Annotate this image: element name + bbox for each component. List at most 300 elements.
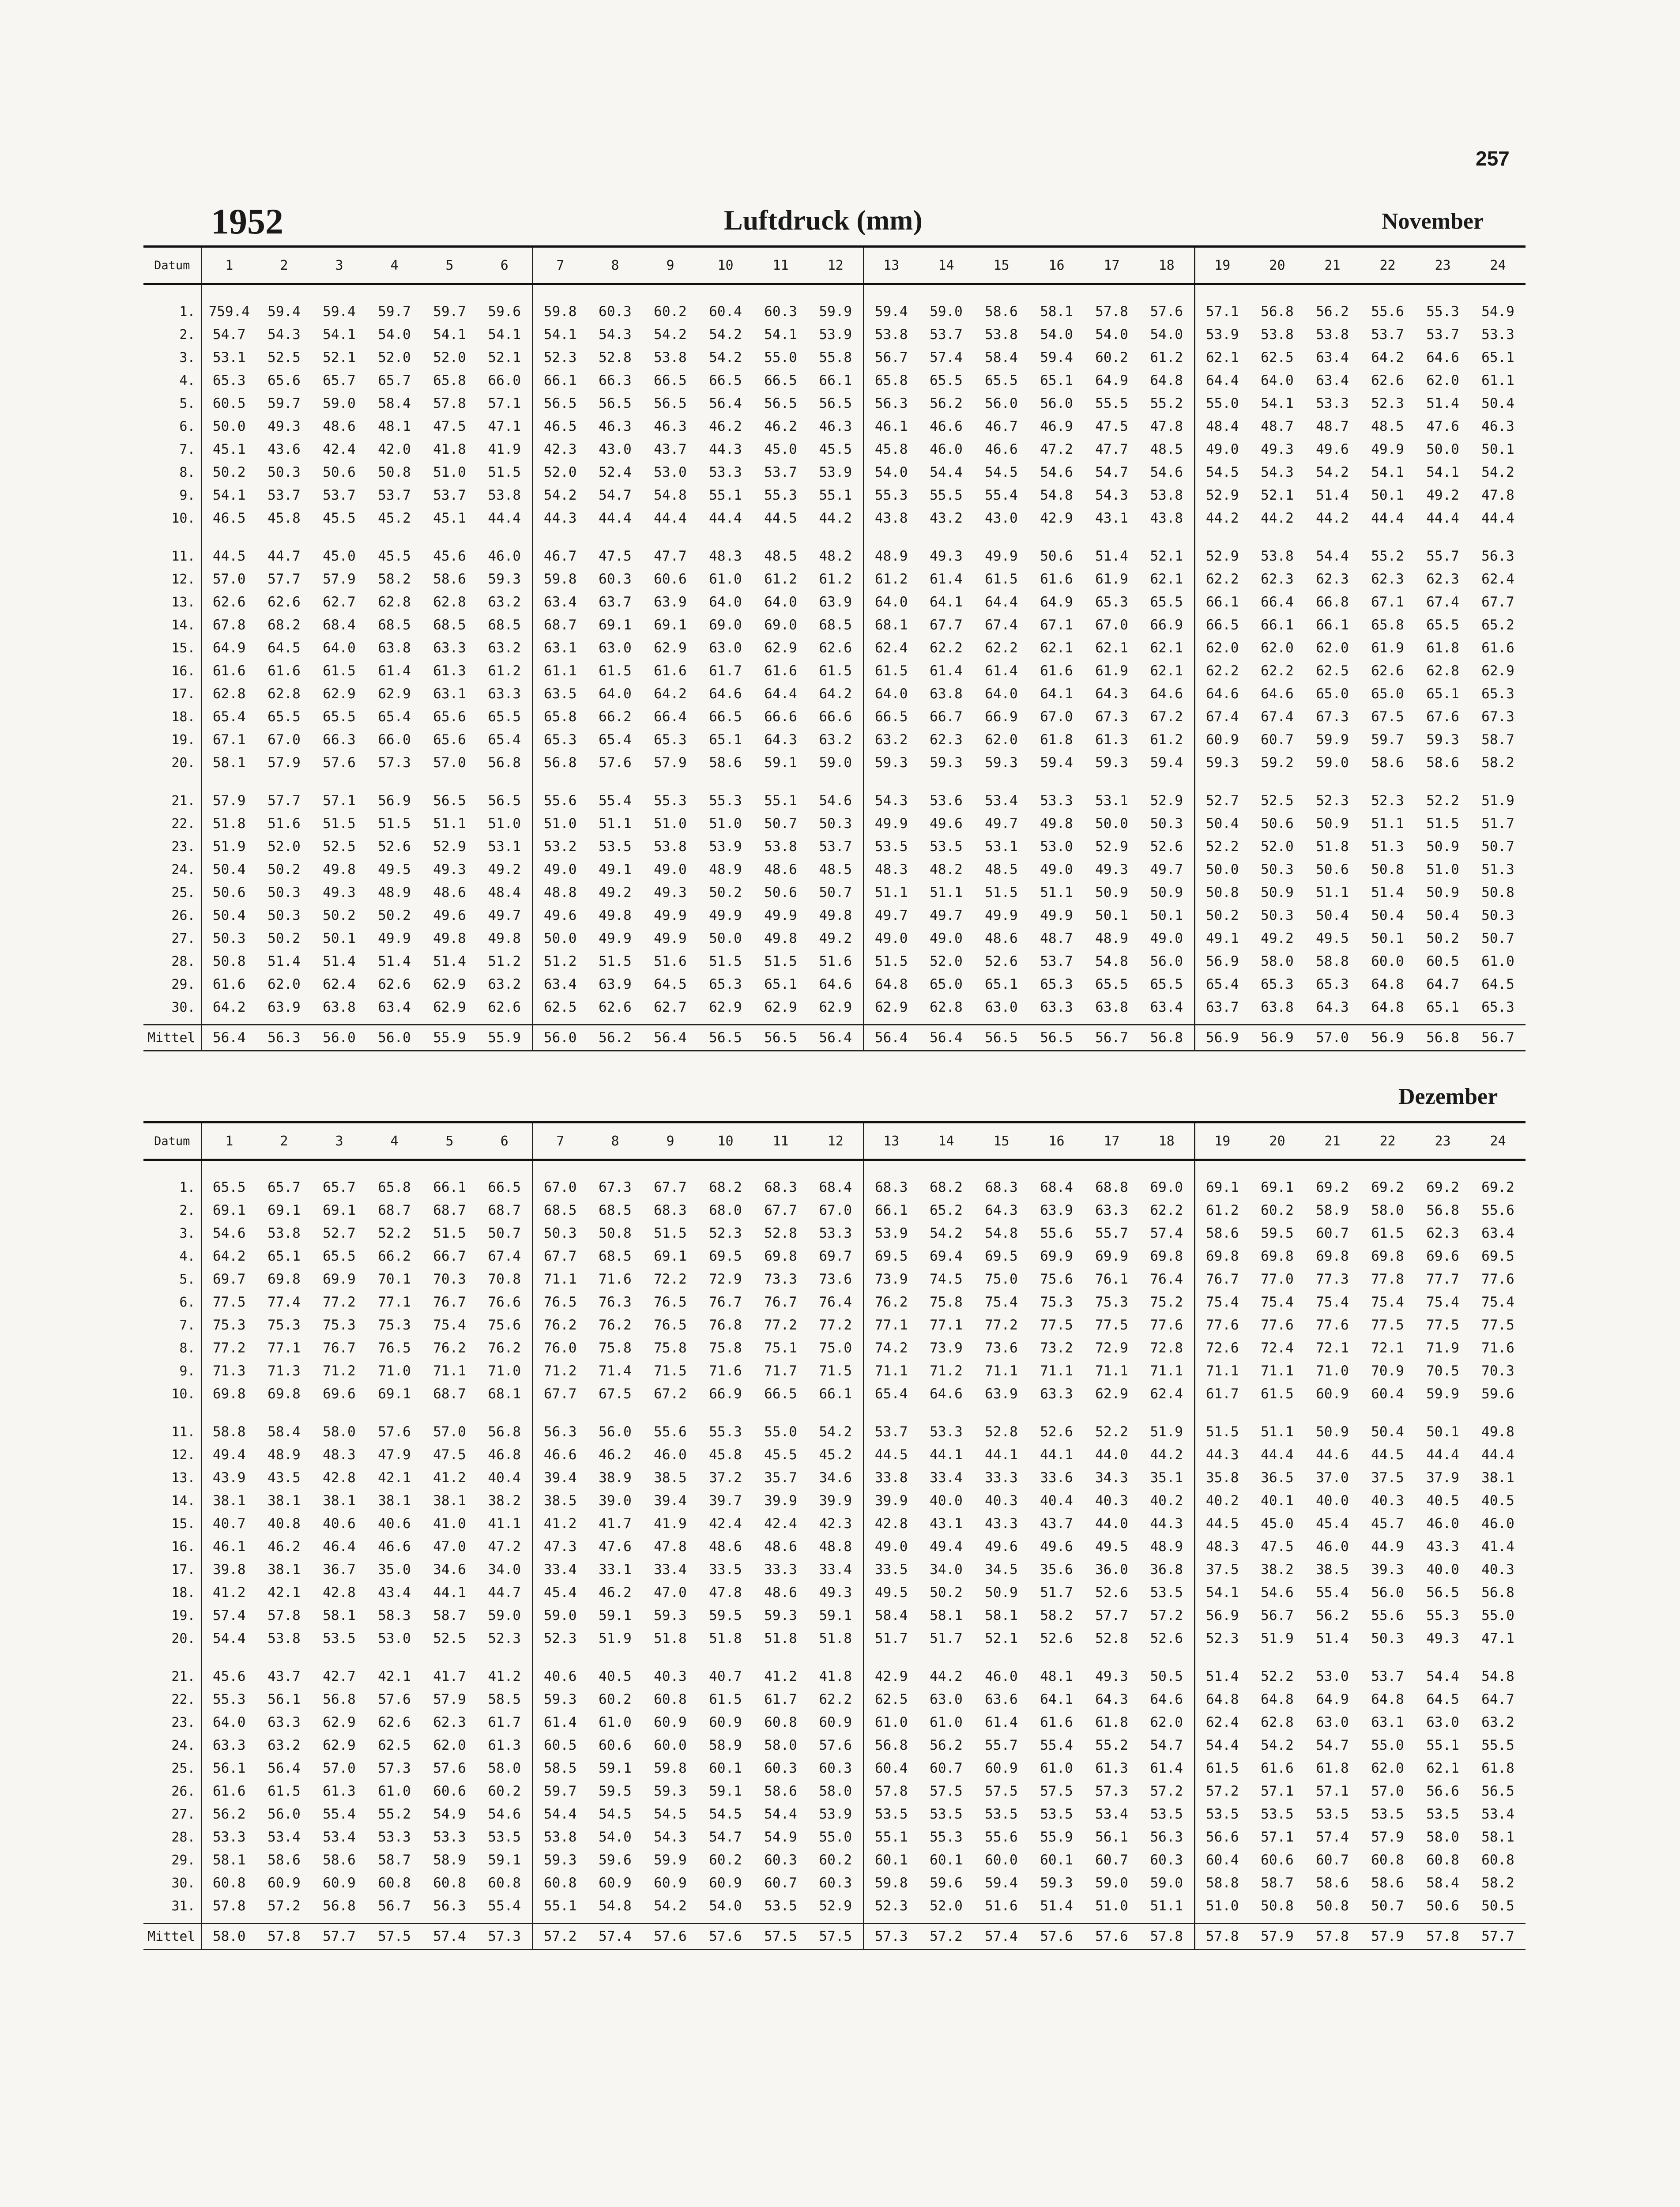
value-cell: 63.1 — [543, 640, 577, 656]
value-cell: 50.8 — [599, 1225, 632, 1241]
hour-header: 12 — [808, 247, 863, 284]
value-cell: 62.6 — [1371, 663, 1404, 679]
mittel-cell: 57.6 — [643, 1924, 698, 1950]
value-cell: 63.1 — [1371, 1714, 1404, 1730]
value-cell: 48.8 — [543, 885, 577, 900]
value-cell: 50.9 — [1316, 1424, 1349, 1440]
value-cell: 59.0 — [1139, 1872, 1194, 1894]
value-cell: 50.4 — [212, 862, 246, 878]
value-cell: 34.0 — [930, 1562, 963, 1578]
value-cell: 51.3 — [1371, 839, 1404, 855]
value-cell: 49.6 — [930, 816, 963, 832]
value-cell: 64.6 — [709, 686, 742, 702]
value-cell: 55.4 — [599, 793, 632, 809]
value-cell: 67.7 — [543, 1386, 577, 1402]
value-cell: 54.3 — [599, 327, 632, 343]
value-cell: 53.7 — [433, 487, 466, 503]
value-cell: 51.1 — [1371, 816, 1404, 832]
value-cell: 69.8 — [1205, 1248, 1239, 1264]
value-cell: 59.9 — [808, 284, 863, 324]
hour-header: 3 — [312, 247, 367, 284]
value-cell: 57.9 — [267, 755, 301, 771]
hour-header: 7 — [532, 247, 588, 284]
value-cell: 50.3 — [1139, 812, 1194, 835]
value-cell: 41.8 — [433, 441, 466, 457]
day-cell: 27. — [143, 1803, 201, 1826]
value-cell: 44.9 — [1371, 1539, 1404, 1555]
value-cell: 59.8 — [543, 304, 577, 320]
value-cell: 66.1 — [808, 1382, 863, 1405]
table-row — [143, 415, 1526, 438]
day-cell: 3. — [143, 346, 201, 369]
value-cell: 49.7 — [985, 816, 1018, 832]
value-cell: 47.5 — [433, 1447, 466, 1463]
value-cell: 51.0 — [543, 816, 577, 832]
hour-header: 2 — [256, 1122, 312, 1160]
hour-header: 20 — [1250, 247, 1305, 284]
day-cell: 9. — [143, 484, 201, 507]
value-cell: 53.8 — [764, 839, 797, 855]
value-cell: 48.2 — [808, 530, 863, 568]
value-cell: 59.3 — [543, 1852, 577, 1868]
value-cell: 59.9 — [1316, 732, 1349, 748]
value-cell: 52.1 — [477, 346, 532, 369]
value-cell: 50.6 — [1040, 548, 1073, 564]
value-cell: 64.9 — [1095, 373, 1128, 388]
value-cell: 40.1 — [1261, 1493, 1294, 1509]
value-cell: 63.8 — [1261, 999, 1294, 1015]
value-cell: 69.2 — [1426, 1179, 1459, 1195]
value-cell: 64.5 — [1426, 1691, 1459, 1707]
value-cell: 59.5 — [599, 1783, 632, 1799]
value-cell: 59.6 — [1481, 1386, 1514, 1402]
hour-header: 8 — [588, 1122, 643, 1160]
value-cell: 44.4 — [709, 510, 742, 526]
value-cell: 41.2 — [433, 1470, 466, 1486]
value-cell: 60.9 — [654, 1714, 687, 1730]
value-cell: 44.4 — [1481, 510, 1514, 526]
value-cell: 59.4 — [1040, 755, 1073, 771]
value-cell: 69.8 — [1316, 1248, 1349, 1264]
value-cell: 51.2 — [543, 953, 577, 969]
day-cell: 10. — [143, 507, 201, 530]
value-cell: 59.3 — [930, 755, 963, 771]
value-cell: 71.5 — [654, 1363, 687, 1379]
hour-header: 16 — [1029, 1122, 1084, 1160]
value-cell: 51.4 — [323, 953, 356, 969]
value-cell: 52.4 — [599, 464, 632, 480]
value-cell: 58.2 — [1481, 755, 1514, 771]
value-cell: 54.1 — [1426, 464, 1459, 480]
value-cell: 41.2 — [543, 1516, 577, 1532]
value-cell: 38.5 — [543, 1493, 577, 1509]
value-cell: 60.0 — [654, 1737, 687, 1753]
hour-header: 10 — [698, 1122, 753, 1160]
value-cell: 64.0 — [323, 640, 356, 656]
value-cell: 51.5 — [1205, 1424, 1239, 1440]
value-cell: 54.2 — [709, 350, 742, 365]
value-cell: 62.3 — [1426, 571, 1459, 587]
day-cell: 29. — [143, 1849, 201, 1872]
value-cell: 57.9 — [212, 793, 246, 809]
value-cell: 43.7 — [1040, 1516, 1073, 1532]
value-cell: 48.6 — [764, 1585, 797, 1601]
value-cell: 54.3 — [874, 793, 908, 809]
value-cell: 52.2 — [1095, 1424, 1128, 1440]
value-cell: 55.3 — [764, 487, 797, 503]
value-cell: 44.0 — [1095, 1516, 1128, 1532]
value-cell: 71.6 — [709, 1363, 742, 1379]
value-cell: 37.9 — [1426, 1470, 1459, 1486]
table-row — [143, 438, 1526, 461]
value-cell: 52.3 — [709, 1225, 742, 1241]
value-cell: 54.6 — [1261, 1585, 1294, 1601]
value-cell: 75.6 — [477, 1314, 532, 1337]
value-cell: 59.1 — [808, 1604, 863, 1627]
value-cell: 54.5 — [709, 1806, 742, 1822]
value-cell: 57.1 — [1316, 1783, 1349, 1799]
table-row — [143, 812, 1526, 835]
value-cell: 71.5 — [808, 1360, 863, 1382]
value-cell: 49.8 — [599, 908, 632, 923]
value-cell: 63.2 — [477, 636, 532, 659]
value-cell: 54.2 — [654, 1898, 687, 1914]
value-cell: 57.8 — [212, 1898, 246, 1914]
value-cell: 57.4 — [1316, 1829, 1349, 1845]
value-cell: 57.6 — [378, 1424, 411, 1440]
value-cell: 48.5 — [1371, 418, 1404, 434]
value-cell: 53.3 — [1481, 327, 1514, 343]
value-cell: 69.5 — [709, 1248, 742, 1264]
value-cell: 77.0 — [1261, 1271, 1294, 1287]
value-cell: 58.1 — [212, 1852, 246, 1868]
value-cell: 60.2 — [477, 1780, 532, 1803]
value-cell: 65.7 — [323, 1179, 356, 1195]
value-cell: 65.8 — [874, 373, 908, 388]
value-cell: 53.5 — [930, 839, 963, 855]
day-cell: 8. — [143, 1337, 201, 1360]
value-cell: 65.3 — [212, 373, 246, 388]
value-cell: 60.6 — [654, 571, 687, 587]
mittel-cell: 57.8 — [1305, 1924, 1360, 1950]
value-cell: 68.5 — [808, 614, 863, 636]
value-cell: 59.8 — [654, 1760, 687, 1776]
value-cell: 60.0 — [1371, 953, 1404, 969]
value-cell: 65.8 — [1371, 617, 1404, 633]
value-cell: 59.3 — [764, 1608, 797, 1623]
header-row — [143, 1122, 1526, 1160]
value-cell: 66.9 — [1139, 614, 1194, 636]
value-cell: 60.1 — [1040, 1852, 1073, 1868]
value-cell: 61.2 — [808, 568, 863, 591]
table-row — [143, 591, 1526, 614]
value-cell: 50.8 — [1371, 862, 1404, 878]
table-row — [143, 1160, 1526, 1199]
value-cell: 66.8 — [1316, 594, 1349, 610]
value-cell: 68.3 — [764, 1179, 797, 1195]
value-cell: 69.8 — [1139, 1245, 1194, 1268]
value-cell: 38.1 — [378, 1493, 411, 1509]
value-cell: 52.5 — [1261, 793, 1294, 809]
value-cell: 67.4 — [477, 1245, 532, 1268]
hour-header: 24 — [1470, 1122, 1526, 1160]
value-cell: 61.6 — [212, 1783, 246, 1799]
value-cell: 68.7 — [477, 1199, 532, 1222]
datum-header: Datum — [143, 247, 201, 284]
value-cell: 55.2 — [1095, 1737, 1128, 1753]
value-cell: 53.3 — [1040, 793, 1073, 809]
value-cell: 42.8 — [874, 1516, 908, 1532]
value-cell: 53.7 — [267, 487, 301, 503]
value-cell: 49.4 — [212, 1447, 246, 1463]
value-cell: 53.9 — [808, 461, 863, 484]
value-cell: 61.3 — [433, 663, 466, 679]
table-row — [143, 1849, 1526, 1872]
value-cell: 56.8 — [323, 1691, 356, 1707]
value-cell: 63.9 — [1040, 1202, 1073, 1218]
value-cell: 71.1 — [433, 1363, 466, 1379]
value-cell: 66.1 — [874, 1202, 908, 1218]
hour-header: 15 — [974, 1122, 1029, 1160]
value-cell: 48.7 — [1316, 418, 1349, 434]
value-cell: 72.9 — [1095, 1340, 1128, 1356]
day-cell: 23. — [143, 835, 201, 858]
value-cell: 50.0 — [709, 930, 742, 946]
value-cell: 45.1 — [433, 510, 466, 526]
table-row — [143, 1581, 1526, 1604]
value-cell: 53.3 — [1316, 395, 1349, 411]
value-cell: 46.3 — [654, 418, 687, 434]
value-cell: 62.4 — [874, 640, 908, 656]
value-cell: 70.3 — [1481, 1363, 1514, 1379]
value-cell: 52.9 — [808, 1894, 863, 1924]
value-cell: 47.1 — [1481, 1631, 1514, 1646]
value-cell: 45.0 — [764, 441, 797, 457]
value-cell: 62.2 — [1261, 663, 1294, 679]
value-cell: 69.6 — [1426, 1248, 1459, 1264]
day-cell: 19. — [143, 1604, 201, 1627]
hour-header: 9 — [643, 1122, 698, 1160]
value-cell: 47.8 — [654, 1539, 687, 1555]
mittel-cell: 56.3 — [256, 1025, 312, 1051]
value-cell: 47.0 — [654, 1585, 687, 1601]
value-cell: 54.5 — [599, 1806, 632, 1822]
value-cell: 67.0 — [267, 732, 301, 748]
value-cell: 65.2 — [930, 1202, 963, 1218]
value-cell: 42.8 — [323, 1470, 356, 1486]
value-cell: 65.3 — [1040, 976, 1073, 992]
value-cell: 59.9 — [1426, 1386, 1459, 1402]
value-cell: 52.6 — [985, 953, 1018, 969]
value-cell: 54.6 — [1040, 464, 1073, 480]
value-cell: 33.4 — [543, 1562, 577, 1578]
value-cell: 54.3 — [267, 327, 301, 343]
value-cell: 54.8 — [1481, 1668, 1514, 1684]
value-cell: 44.5 — [1205, 1516, 1239, 1532]
value-cell: 64.0 — [985, 686, 1018, 702]
value-cell: 59.3 — [654, 1608, 687, 1623]
value-cell: 58.0 — [323, 1424, 356, 1440]
value-cell: 72.1 — [1371, 1340, 1404, 1356]
value-cell: 69.4 — [930, 1248, 963, 1264]
table-row — [143, 1222, 1526, 1245]
value-cell: 51.1 — [599, 816, 632, 832]
value-cell: 62.5 — [543, 999, 577, 1015]
value-cell: 60.5 — [543, 1737, 577, 1753]
value-cell: 58.5 — [477, 1688, 532, 1711]
value-cell: 57.1 — [1261, 1783, 1294, 1799]
table-row — [143, 392, 1526, 415]
value-cell: 44.4 — [1371, 510, 1404, 526]
value-cell: 62.2 — [930, 640, 963, 656]
table-row — [143, 568, 1526, 591]
value-cell: 52.0 — [543, 464, 577, 480]
value-cell: 58.6 — [764, 1783, 797, 1799]
value-cell: 50.8 — [378, 464, 411, 480]
value-cell: 60.7 — [764, 1875, 797, 1891]
value-cell: 66.5 — [477, 1160, 532, 1199]
value-cell: 61.4 — [543, 1714, 577, 1730]
value-cell: 55.4 — [985, 487, 1018, 503]
hour-header: 21 — [1305, 247, 1360, 284]
value-cell: 50.0 — [543, 930, 577, 946]
value-cell: 61.0 — [874, 1714, 908, 1730]
value-cell: 35.8 — [1205, 1470, 1239, 1486]
value-cell: 51.4 — [433, 953, 466, 969]
value-cell: 65.1 — [1426, 686, 1459, 702]
value-cell: 77.6 — [1139, 1314, 1194, 1337]
mittel-cell: 56.9 — [1194, 1025, 1250, 1051]
value-cell: 51.9 — [212, 839, 246, 855]
value-cell: 44.7 — [267, 548, 301, 564]
value-cell: 56.8 — [1481, 1585, 1514, 1601]
value-cell: 66.5 — [874, 709, 908, 725]
value-cell: 61.2 — [1205, 1202, 1239, 1218]
value-cell: 44.1 — [433, 1585, 466, 1601]
value-cell: 49.5 — [874, 1585, 908, 1601]
value-cell: 64.8 — [874, 976, 908, 992]
value-cell: 50.6 — [1316, 862, 1349, 878]
value-cell: 56.3 — [1139, 1826, 1194, 1849]
value-cell: 58.4 — [1426, 1875, 1459, 1891]
value-cell: 62.8 — [378, 594, 411, 610]
value-cell: 50.7 — [1481, 930, 1514, 946]
value-cell: 56.5 — [1481, 1783, 1514, 1799]
value-cell: 37.2 — [709, 1470, 742, 1486]
value-cell: 77.1 — [930, 1317, 963, 1333]
value-cell: 64.0 — [1261, 373, 1294, 388]
value-cell: 55.3 — [654, 793, 687, 809]
value-cell: 62.0 — [1261, 640, 1294, 656]
value-cell: 53.5 — [930, 1806, 963, 1822]
value-cell: 59.9 — [654, 1852, 687, 1868]
day-cell: 5. — [143, 392, 201, 415]
value-cell: 56.1 — [212, 1760, 246, 1776]
value-cell: 64.6 — [1261, 686, 1294, 702]
value-cell: 68.5 — [599, 1248, 632, 1264]
value-cell: 64.2 — [212, 999, 246, 1015]
value-cell: 68.3 — [654, 1202, 687, 1218]
value-cell: 64.2 — [808, 682, 863, 705]
value-cell: 47.5 — [1261, 1539, 1294, 1555]
day-cell: 13. — [143, 1466, 201, 1489]
value-cell: 50.8 — [1261, 1898, 1294, 1914]
value-cell: 53.0 — [654, 464, 687, 480]
value-cell: 43.8 — [874, 510, 908, 526]
value-cell: 49.3 — [433, 862, 466, 878]
value-cell: 51.8 — [654, 1631, 687, 1646]
value-cell: 44.2 — [1316, 510, 1349, 526]
value-cell: 39.9 — [808, 1489, 863, 1512]
value-cell: 49.9 — [1040, 908, 1073, 923]
table-row — [143, 1535, 1526, 1558]
value-cell: 64.7 — [1426, 976, 1459, 992]
value-cell: 59.8 — [874, 1875, 908, 1891]
day-cell: 16. — [143, 1535, 201, 1558]
value-cell: 68.8 — [1095, 1179, 1128, 1195]
value-cell: 43.7 — [267, 1668, 301, 1684]
value-cell: 75.4 — [1426, 1294, 1459, 1310]
value-cell: 51.1 — [1316, 885, 1349, 900]
value-cell: 34.6 — [433, 1562, 466, 1578]
value-cell: 45.5 — [808, 438, 863, 461]
hour-header: 7 — [532, 1122, 588, 1160]
value-cell: 33.3 — [764, 1562, 797, 1578]
value-cell: 42.0 — [378, 441, 411, 457]
value-cell: 61.6 — [1261, 1760, 1294, 1776]
value-cell: 65.1 — [764, 976, 797, 992]
value-cell: 65.1 — [267, 1248, 301, 1264]
value-cell: 60.9 — [808, 1711, 863, 1734]
value-cell: 62.9 — [378, 686, 411, 702]
value-cell: 58.9 — [709, 1737, 742, 1753]
value-cell: 57.7 — [1095, 1608, 1128, 1623]
value-cell: 41.2 — [477, 1650, 532, 1688]
value-cell: 71.9 — [1426, 1340, 1459, 1356]
hour-header: 22 — [1360, 247, 1415, 284]
value-cell: 71.1 — [985, 1363, 1018, 1379]
value-cell: 62.1 — [1139, 659, 1194, 682]
value-cell: 54.0 — [1095, 327, 1128, 343]
value-cell: 62.9 — [654, 640, 687, 656]
value-cell: 53.7 — [1371, 1668, 1404, 1684]
value-cell: 53.8 — [874, 327, 908, 343]
value-cell: 55.7 — [1426, 548, 1459, 564]
value-cell: 71.6 — [1481, 1340, 1514, 1356]
value-cell: 77.8 — [1371, 1271, 1404, 1287]
value-cell: 44.1 — [930, 1447, 963, 1463]
value-cell: 50.1 — [1481, 441, 1514, 457]
value-cell: 65.8 — [543, 709, 577, 725]
value-cell: 64.0 — [709, 594, 742, 610]
value-cell: 47.1 — [477, 415, 532, 438]
value-cell: 53.4 — [1481, 1806, 1514, 1822]
value-cell: 63.9 — [654, 594, 687, 610]
value-cell: 75.3 — [378, 1317, 411, 1333]
value-cell: 61.6 — [267, 663, 301, 679]
value-cell: 41.1 — [477, 1512, 532, 1535]
value-cell: 48.9 — [874, 548, 908, 564]
value-cell: 54.1 — [323, 327, 356, 343]
value-cell: 62.2 — [1139, 1199, 1194, 1222]
value-cell: 49.9 — [764, 908, 797, 923]
value-cell: 59.3 — [1205, 755, 1239, 771]
value-cell: 48.6 — [764, 1539, 797, 1555]
value-cell: 46.8 — [477, 1443, 532, 1466]
day-cell: 17. — [143, 1558, 201, 1581]
day-cell: 26. — [143, 904, 201, 927]
value-cell: 53.4 — [985, 793, 1018, 809]
